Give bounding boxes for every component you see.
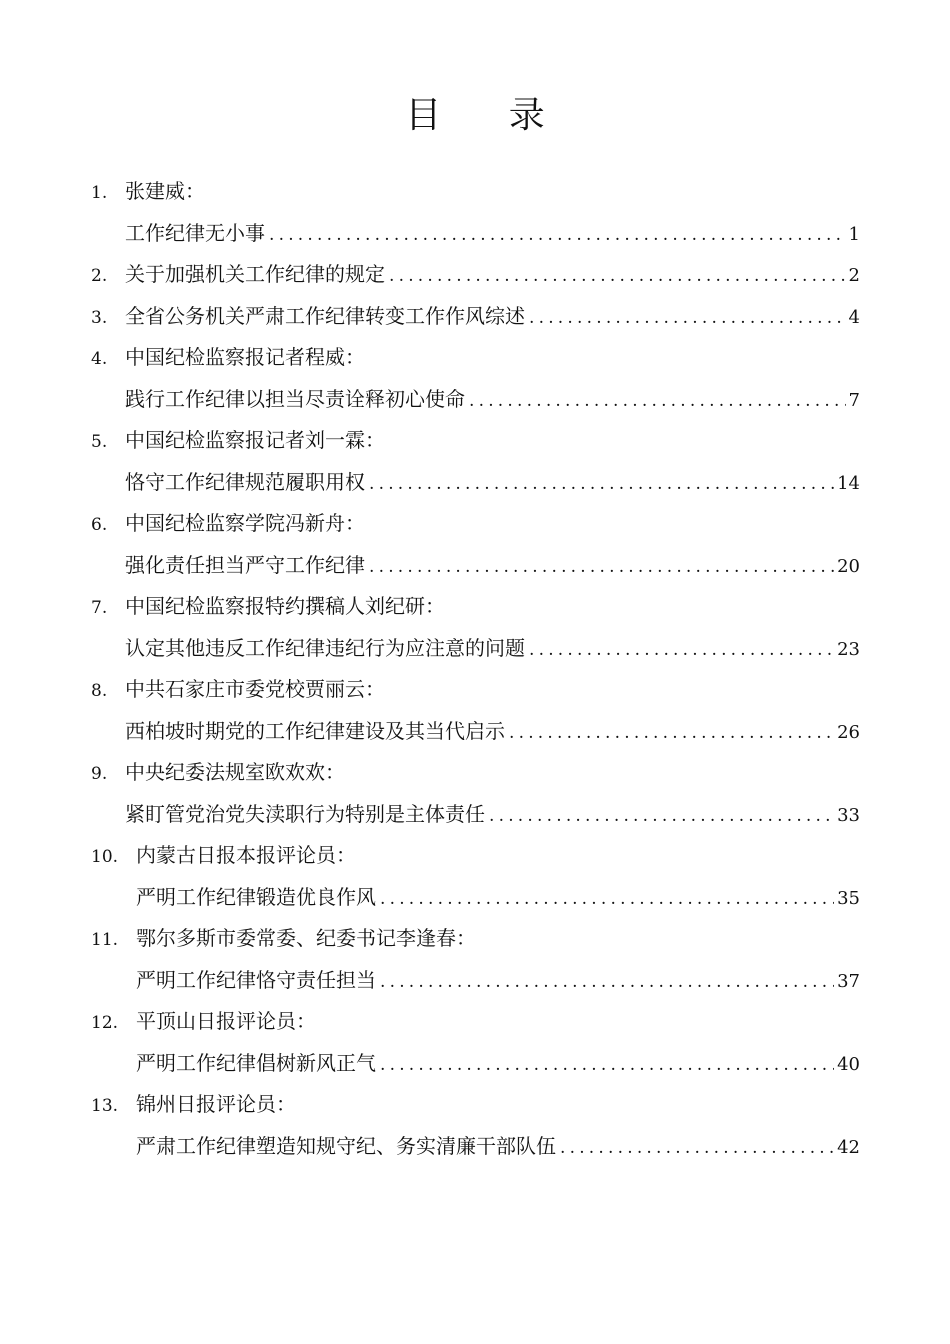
toc-title[interactable]: 强化责任担当严守工作纪律 <box>125 552 365 577</box>
toc-title[interactable]: 恪守工作纪律规范履职用权 <box>125 469 365 494</box>
toc-author: 中国纪检监察报记者刘一霖： <box>125 428 385 452</box>
toc-author-line <box>91 918 860 960</box>
toc-number: 7. <box>91 598 108 618</box>
toc-leader-dots <box>560 1128 834 1170</box>
toc-title[interactable]: 严肃工作纪律塑造知规守纪、务实清廉干部队伍 <box>136 1133 556 1158</box>
toc-number: 10. <box>91 847 119 867</box>
toc-number: 13. <box>91 1096 119 1116</box>
toc-author: 鄂尔多斯市委常委、纪委书记李逢春： <box>136 926 476 950</box>
toc-author: 中国纪检监察报特约撰稿人刘纪研： <box>125 594 445 618</box>
toc-entry-7[interactable] <box>91 586 860 669</box>
toc-entry-1[interactable] <box>91 171 860 254</box>
toc-title-line[interactable] <box>91 960 860 1002</box>
toc-title-line[interactable] <box>91 379 860 421</box>
toc-title[interactable]: 严明工作纪律倡树新风正气 <box>136 1050 376 1075</box>
toc-number: 8. <box>91 681 108 701</box>
toc-page-number: 33 <box>837 804 860 826</box>
toc-leader-dots <box>380 962 834 1004</box>
toc-title[interactable]: 践行工作纪律以担当尽责诠释初心使命 <box>125 386 465 411</box>
toc-title[interactable]: 工作纪律无小事 <box>125 220 265 245</box>
toc-title-line[interactable] <box>91 877 860 919</box>
toc-page-number: 40 <box>837 1053 860 1075</box>
toc-author: 平顶山日报评论员： <box>136 1009 316 1033</box>
toc-title-line[interactable] <box>91 213 860 255</box>
toc-title-line[interactable] <box>91 628 860 670</box>
toc-number: 3. <box>91 307 108 328</box>
toc-author-line <box>91 420 860 462</box>
toc-title[interactable]: 严明工作纪律锻造优良作风 <box>136 884 376 909</box>
toc-leader-dots <box>509 713 834 755</box>
toc-number: 5. <box>91 432 108 452</box>
toc-author-line <box>91 337 860 379</box>
toc-page-number: 42 <box>837 1136 860 1158</box>
toc-entry-13[interactable] <box>91 1084 860 1167</box>
toc-entry-5[interactable] <box>91 420 860 503</box>
toc-leader-dots <box>469 381 846 423</box>
toc-leader-dots <box>269 215 846 257</box>
toc-author-line <box>91 752 860 794</box>
toc-leader-dots <box>369 464 834 506</box>
toc-author-line <box>91 1001 860 1043</box>
toc-title[interactable]: 关于加强机关工作纪律的规定 <box>125 262 385 286</box>
toc-author: 张建威： <box>125 179 205 203</box>
toc-title-line[interactable] <box>91 1043 860 1085</box>
toc-page-number: 23 <box>837 638 860 660</box>
toc-entry-8[interactable] <box>91 669 860 752</box>
toc-title-line[interactable] <box>91 1126 860 1168</box>
toc-number: 12. <box>91 1013 119 1033</box>
toc-author-line <box>91 835 860 877</box>
toc-author: 锦州日报评论员： <box>136 1092 296 1116</box>
toc-number: 6. <box>91 515 108 535</box>
toc-page-number: 35 <box>837 887 860 909</box>
toc-title-line[interactable] <box>91 545 860 587</box>
toc-page-number: 2 <box>848 265 860 286</box>
toc-number: 9. <box>91 764 108 784</box>
toc-author-line <box>91 586 860 628</box>
toc-leader-dots <box>389 256 846 298</box>
toc-number: 1. <box>91 183 108 203</box>
toc-title[interactable]: 全省公务机关严肃工作纪律转变工作作风综述 <box>125 303 525 328</box>
toc-title[interactable]: 紧盯管党治党失渎职行为特别是主体责任 <box>125 801 485 826</box>
toc-page-number: 7 <box>848 389 860 411</box>
toc-page-number: 37 <box>837 970 860 992</box>
toc-leader-dots <box>529 630 834 672</box>
toc-page-number: 4 <box>848 306 860 328</box>
toc-page-number: 26 <box>837 721 860 743</box>
toc-leader-dots <box>369 547 834 589</box>
toc-author: 内蒙古日报本报评论员： <box>136 843 356 867</box>
toc-entry-2[interactable] <box>91 254 860 296</box>
toc-author: 中共石家庄市委党校贾丽云： <box>125 677 385 701</box>
toc-page-number: 14 <box>837 472 860 494</box>
toc-title-line[interactable] <box>91 794 860 836</box>
toc-leader-dots <box>380 879 834 921</box>
toc-entry-11[interactable] <box>91 918 860 1001</box>
toc-author: 中国纪检监察报记者程威： <box>125 345 365 369</box>
toc-title[interactable]: 认定其他违反工作纪律违纪行为应注意的问题 <box>125 635 525 660</box>
toc-page-number: 1 <box>848 223 860 245</box>
toc-title[interactable]: 严明工作纪律恪守责任担当 <box>136 967 376 992</box>
toc-leader-dots <box>529 298 846 340</box>
toc-title[interactable]: 西柏坡时期党的工作纪律建设及其当代启示 <box>125 718 505 743</box>
toc-entry-9[interactable] <box>91 752 860 835</box>
toc-author: 中国纪检监察学院冯新舟： <box>125 511 365 535</box>
toc-leader-dots <box>489 796 834 838</box>
toc-entry-10[interactable] <box>91 835 860 918</box>
toc-author-line <box>91 171 860 213</box>
table-of-contents <box>91 171 860 1167</box>
page-title: 目 录 <box>405 95 573 136</box>
toc-title-line[interactable] <box>91 296 860 338</box>
toc-number: 11. <box>91 930 119 950</box>
toc-entry-6[interactable] <box>91 503 860 586</box>
toc-author: 中央纪委法规室欧欢欢： <box>125 760 345 784</box>
toc-entry-3[interactable] <box>91 296 860 338</box>
toc-author-line <box>91 1084 860 1126</box>
toc-entry-4[interactable] <box>91 337 860 420</box>
toc-number: 2. <box>91 266 108 286</box>
toc-author-line <box>91 503 860 545</box>
toc-number: 4. <box>91 349 108 369</box>
toc-author-line <box>91 669 860 711</box>
toc-entry-12[interactable] <box>91 1001 860 1084</box>
toc-title-line[interactable] <box>91 254 860 296</box>
toc-leader-dots <box>380 1045 834 1087</box>
toc-page-number: 20 <box>837 555 860 577</box>
toc-title-line[interactable] <box>91 711 860 753</box>
toc-title-line[interactable] <box>91 462 860 504</box>
